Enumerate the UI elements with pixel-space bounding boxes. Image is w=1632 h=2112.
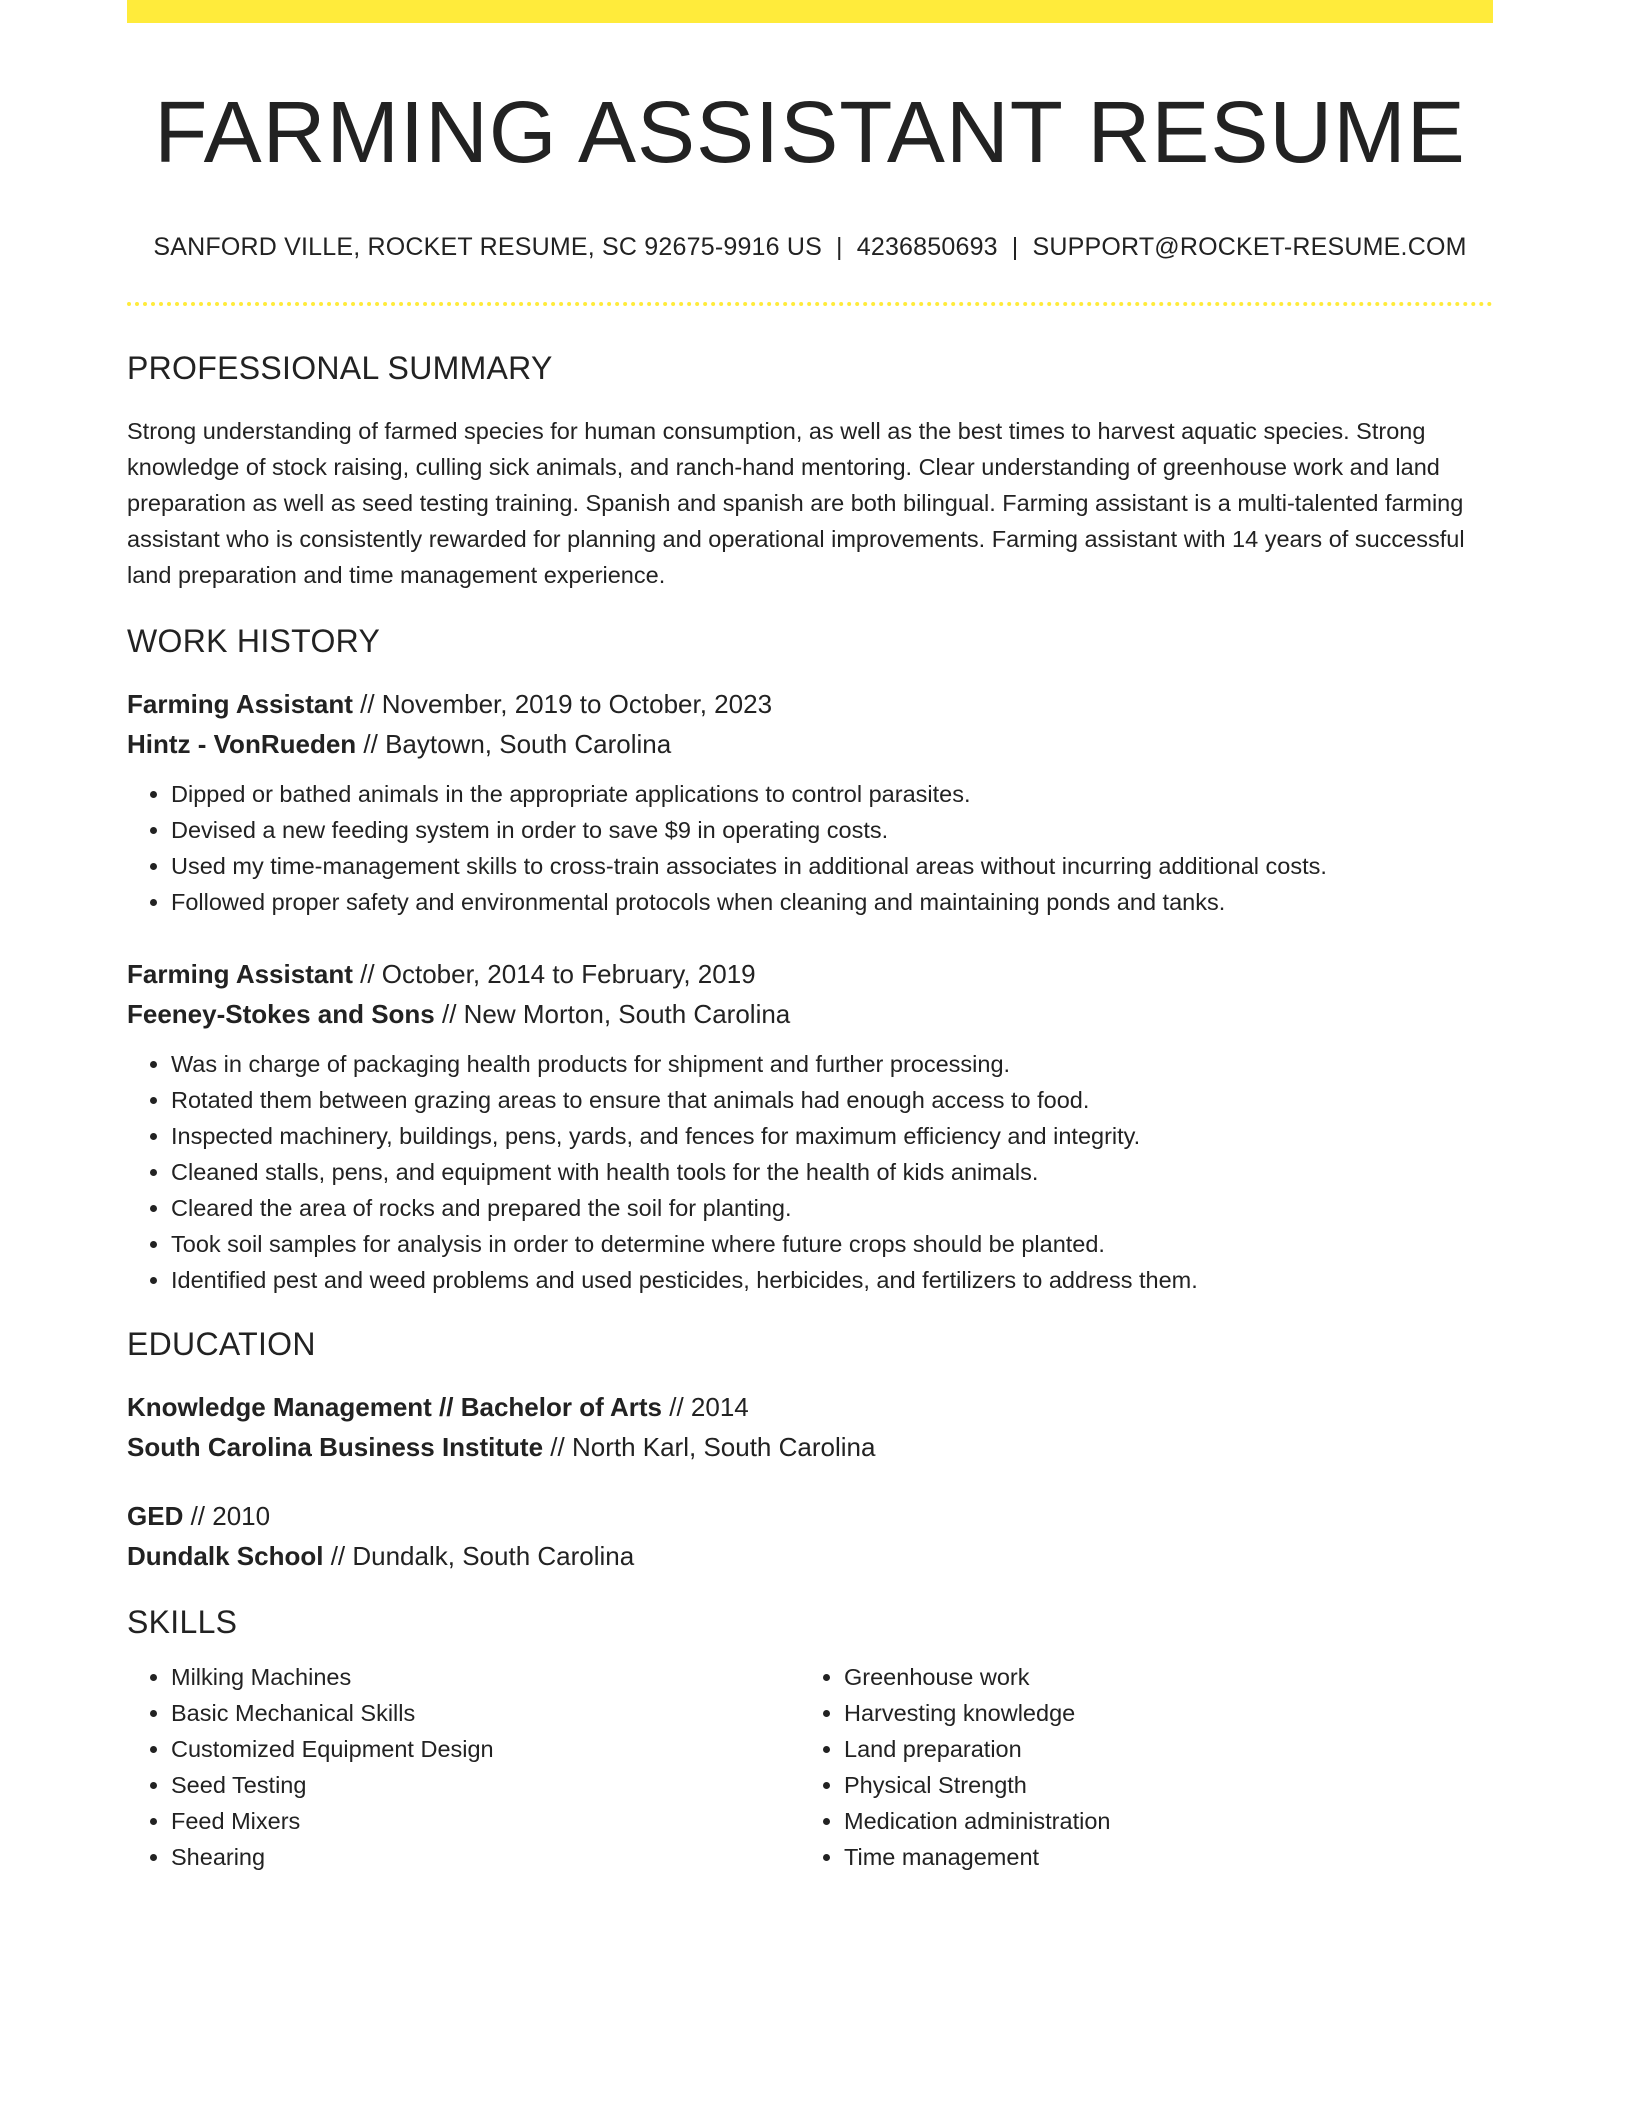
- job-role-line: [127, 684, 1493, 724]
- education-degree-line: [127, 1387, 1493, 1427]
- skill-item: • Land preparation: [844, 1731, 1473, 1767]
- education-entry: [127, 1496, 1493, 1576]
- job-company-line: [127, 994, 1493, 1034]
- resume-page: [127, 0, 1493, 1875]
- resume-title: FARMING ASSISTANT RESUME: [154, 84, 1466, 181]
- education-location: // North Karl, South Carolina: [543, 1431, 876, 1462]
- contact-line: [127, 233, 1493, 262]
- education-year: // 2014: [662, 1391, 749, 1422]
- job-company-line: [127, 724, 1493, 764]
- education-heading: EDUCATION: [127, 1325, 316, 1362]
- education-entry: [127, 1387, 1493, 1467]
- job-duty: • Took soil samples for analysis in order to determine where future crops should be planted.: [171, 1226, 1493, 1262]
- summary-heading: PROFESSIONAL SUMMARY: [127, 349, 553, 386]
- work-history-heading: WORK HISTORY: [127, 622, 381, 659]
- skills-list-right: [800, 1659, 1473, 1875]
- skill-item: • Physical Strength: [844, 1767, 1473, 1803]
- contact-address: SANFORD VILLE, ROCKET RESUME, SC 92675-9916 US: [153, 232, 823, 261]
- job-location: // Baytown, South Carolina: [356, 728, 672, 759]
- education-school-line: [127, 1536, 1493, 1576]
- job-role-line: [127, 954, 1493, 994]
- job-duties-list: [127, 1046, 1493, 1298]
- job-dates: // November, 2019 to October, 2023: [352, 688, 773, 719]
- accent-bar: [127, 0, 1493, 23]
- education-degree-line: [127, 1496, 1493, 1536]
- skill-item: • Seed Testing: [171, 1767, 800, 1803]
- education-school: South Carolina Business Institute: [127, 1431, 544, 1462]
- job-duty: • Dipped or bathed animals in the appropriate applications to control parasites.: [171, 776, 1493, 812]
- education-degree: GED: [127, 1500, 184, 1531]
- skill-item: • Time management: [844, 1839, 1473, 1875]
- job-entry: [127, 954, 1493, 1298]
- skills-grid: [127, 1659, 1493, 1875]
- education-school-line: [127, 1427, 1493, 1467]
- skill-item: • Milking Machines: [171, 1659, 800, 1695]
- job-role: Farming Assistant: [127, 958, 353, 989]
- contact-separator: |: [836, 232, 843, 261]
- job-duty: • Identified pest and weed problems and used pesticides, herbicides, and fertilizers to address them.: [171, 1262, 1493, 1298]
- skill-item: • Greenhouse work: [844, 1659, 1473, 1695]
- job-role: Farming Assistant: [127, 688, 353, 719]
- job-duty: • Inspected machinery, buildings, pens, yards, and fences for maximum efficiency and integrity.: [171, 1118, 1493, 1154]
- job-duty: • Devised a new feeding system in order to save $9 in operating costs.: [171, 812, 1493, 848]
- job-company: Feeney-Stokes and Sons: [127, 998, 435, 1029]
- job-duty: • Used my time-management skills to cross-train associates in additional areas without incurring additional costs.: [171, 848, 1493, 884]
- job-dates: // October, 2014 to February, 2019: [352, 958, 756, 989]
- job-location: // New Morton, South Carolina: [434, 998, 791, 1029]
- job-duty: • Followed proper safety and environmental protocols when cleaning and maintaining ponds and tanks.: [171, 884, 1493, 920]
- contact-email: SUPPORT@ROCKET-RESUME.COM: [1032, 232, 1467, 261]
- education-school: Dundalk School: [127, 1540, 324, 1571]
- skill-item: • Feed Mixers: [171, 1803, 800, 1839]
- skill-item: • Harvesting knowledge: [844, 1695, 1473, 1731]
- skill-item: • Shearing: [171, 1839, 800, 1875]
- contact-separator: |: [1011, 232, 1019, 261]
- summary-text: Strong understanding of farmed species for human consumption, as well as the best times to harvest aquatic species. Strong knowledge of stock raising, culling sick animals, and ranch-hand mentoring. Clear understanding of greenhouse work and land preparation as well as seed testing training. Spanish and spanish are both bilingual. Farming assistant is a multi-talented farming assistant who is consistently rewarded for planning and operational improvements. Farming assistant with 14 years of successful land preparation and time management experience.: [127, 417, 1465, 588]
- job-duty: • Cleared the area of rocks and prepared the soil for planting.: [171, 1190, 1493, 1226]
- job-entry: [127, 684, 1493, 920]
- education-degree: Knowledge Management // Bachelor of Arts: [127, 1391, 663, 1422]
- dotted-divider: [127, 302, 1493, 306]
- skill-item: • Basic Mechanical Skills: [171, 1695, 800, 1731]
- job-company: Hintz - VonRueden: [127, 728, 357, 759]
- skills-list-left: [127, 1659, 800, 1875]
- job-duty: • Was in charge of packaging health products for shipment and further processing.: [171, 1046, 1493, 1082]
- job-duty: • Rotated them between grazing areas to ensure that animals had enough access to food.: [171, 1082, 1493, 1118]
- education-year: // 2010: [183, 1500, 271, 1531]
- skill-item: • Customized Equipment Design: [171, 1731, 800, 1767]
- job-duty: • Cleaned stalls, pens, and equipment with health tools for the health of kids animals.: [171, 1154, 1493, 1190]
- education-location: // Dundalk, South Carolina: [323, 1540, 635, 1571]
- job-duties-list: [127, 776, 1493, 920]
- contact-phone: 4236850693: [856, 232, 998, 261]
- skills-heading: SKILLS: [127, 1603, 238, 1640]
- skill-item: • Medication administration: [844, 1803, 1473, 1839]
